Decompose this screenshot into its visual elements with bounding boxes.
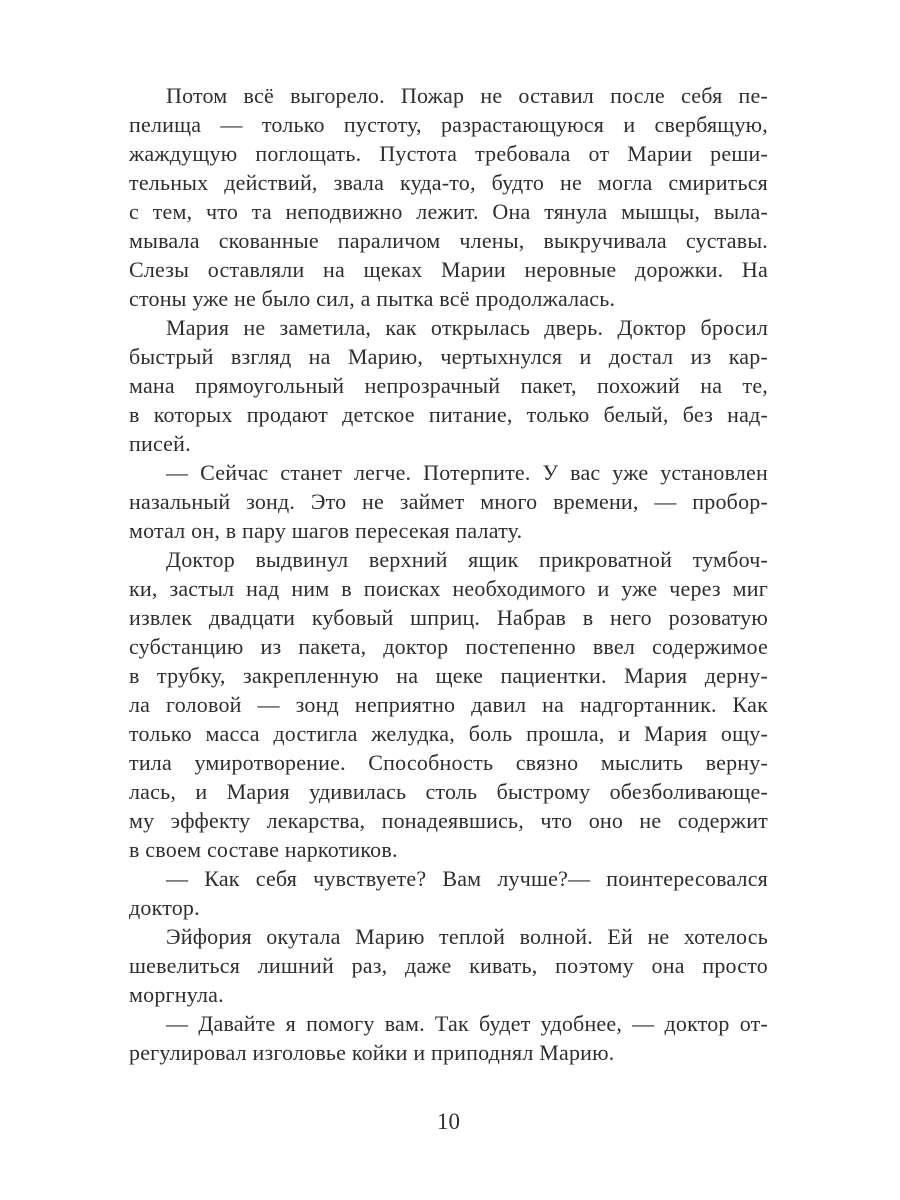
text-line: Слезы оставляли на щеках Марии неровные дорожки. На xyxy=(129,257,768,282)
text-line: жаждущую поглощать. Пустота требовала от Марии реши- xyxy=(129,141,768,166)
text-line: пелища — только пустоту, разрастающуюся и свербящую, xyxy=(129,112,768,137)
text-line: в своем составе наркотиков. xyxy=(129,837,398,862)
text-line: с тем, что та неподвижно лежит. Она тянула мышцы, выла- xyxy=(129,199,768,224)
text-line: мывала скованные параличом члены, выкручивала суставы. xyxy=(129,228,768,253)
text-line: доктор. xyxy=(129,895,200,920)
text-line: Доктор выдвинул верхний ящик прикроватной тумбоч- xyxy=(166,547,768,572)
text-line: в трубку, закрепленную на щеке пациентки. Мария дерну- xyxy=(129,663,768,688)
text-line: шевелиться лишний раз, даже кивать, поэтому она просто xyxy=(129,953,768,978)
paragraph xyxy=(129,1009,768,1067)
text-line: назальный зонд. Это не займет много времени, — пробор- xyxy=(129,489,768,514)
page-number: 10 xyxy=(437,1109,460,1134)
text-line: ла головой — зонд неприятно давил на надгортанник. Как xyxy=(129,692,768,717)
text-line: регулировал изголовье койки и приподнял Марию. xyxy=(129,1040,615,1065)
text-line: ки, застыл над ним в поисках необходимого и уже через миг xyxy=(129,576,768,601)
text-line: писей. xyxy=(129,431,191,456)
text-line: лась, и Мария удивилась столь быстрому обезболивающе- xyxy=(129,779,768,804)
paragraph xyxy=(129,458,768,545)
text-line: Потом всё выгорело. Пожар не оставил после себя пе- xyxy=(166,83,768,108)
text-line: Эйфория окутала Марию теплой волной. Ей не хотелось xyxy=(166,924,768,949)
paragraph xyxy=(129,313,768,458)
text-line: Мария не заметила, как открылась дверь. Доктор бросил xyxy=(166,315,768,340)
text-line: мана прямоугольный непрозрачный пакет, похожий на те, xyxy=(129,373,768,398)
text-line: тила умиротворение. Способность связно мыслить верну- xyxy=(129,750,768,775)
text-line: — Как себя чувствуете? Вам лучше?— поинтересовался xyxy=(166,866,768,891)
paragraph xyxy=(129,864,768,922)
text-line: стоны уже не было сил, а пытка всё продолжалась. xyxy=(129,286,616,311)
text-line: только масса достигла желудка, боль прошла, и Мария ощу- xyxy=(129,721,768,746)
text-line: мотал он, в пару шагов пересекая палату. xyxy=(129,518,523,543)
text-block xyxy=(129,81,768,1067)
paragraph xyxy=(129,922,768,1009)
text-line: в которых продают детское питание, только белый, без над- xyxy=(129,402,768,427)
text-line: тельных действий, звала куда-то, будто не могла смириться xyxy=(129,170,768,195)
text-line: му эффекту лекарства, понадеявшись, что оно не содержит xyxy=(129,808,768,833)
paragraph xyxy=(129,81,768,313)
text-line: — Сейчас станет легче. Потерпите. У вас уже установлен xyxy=(166,460,768,485)
text-line: — Давайте я помогу вам. Так будет удобнее, — доктор от- xyxy=(166,1011,768,1036)
paragraph xyxy=(129,545,768,864)
text-line: извлек двадцати кубовый шприц. Набрав в него розоватую xyxy=(129,605,768,630)
text-line: быстрый взгляд на Марию, чертыхнулся и достал из кар- xyxy=(129,344,768,369)
text-line: субстанцию из пакета, доктор постепенно ввел содержимое xyxy=(129,634,768,659)
text-line: моргнула. xyxy=(129,982,224,1007)
